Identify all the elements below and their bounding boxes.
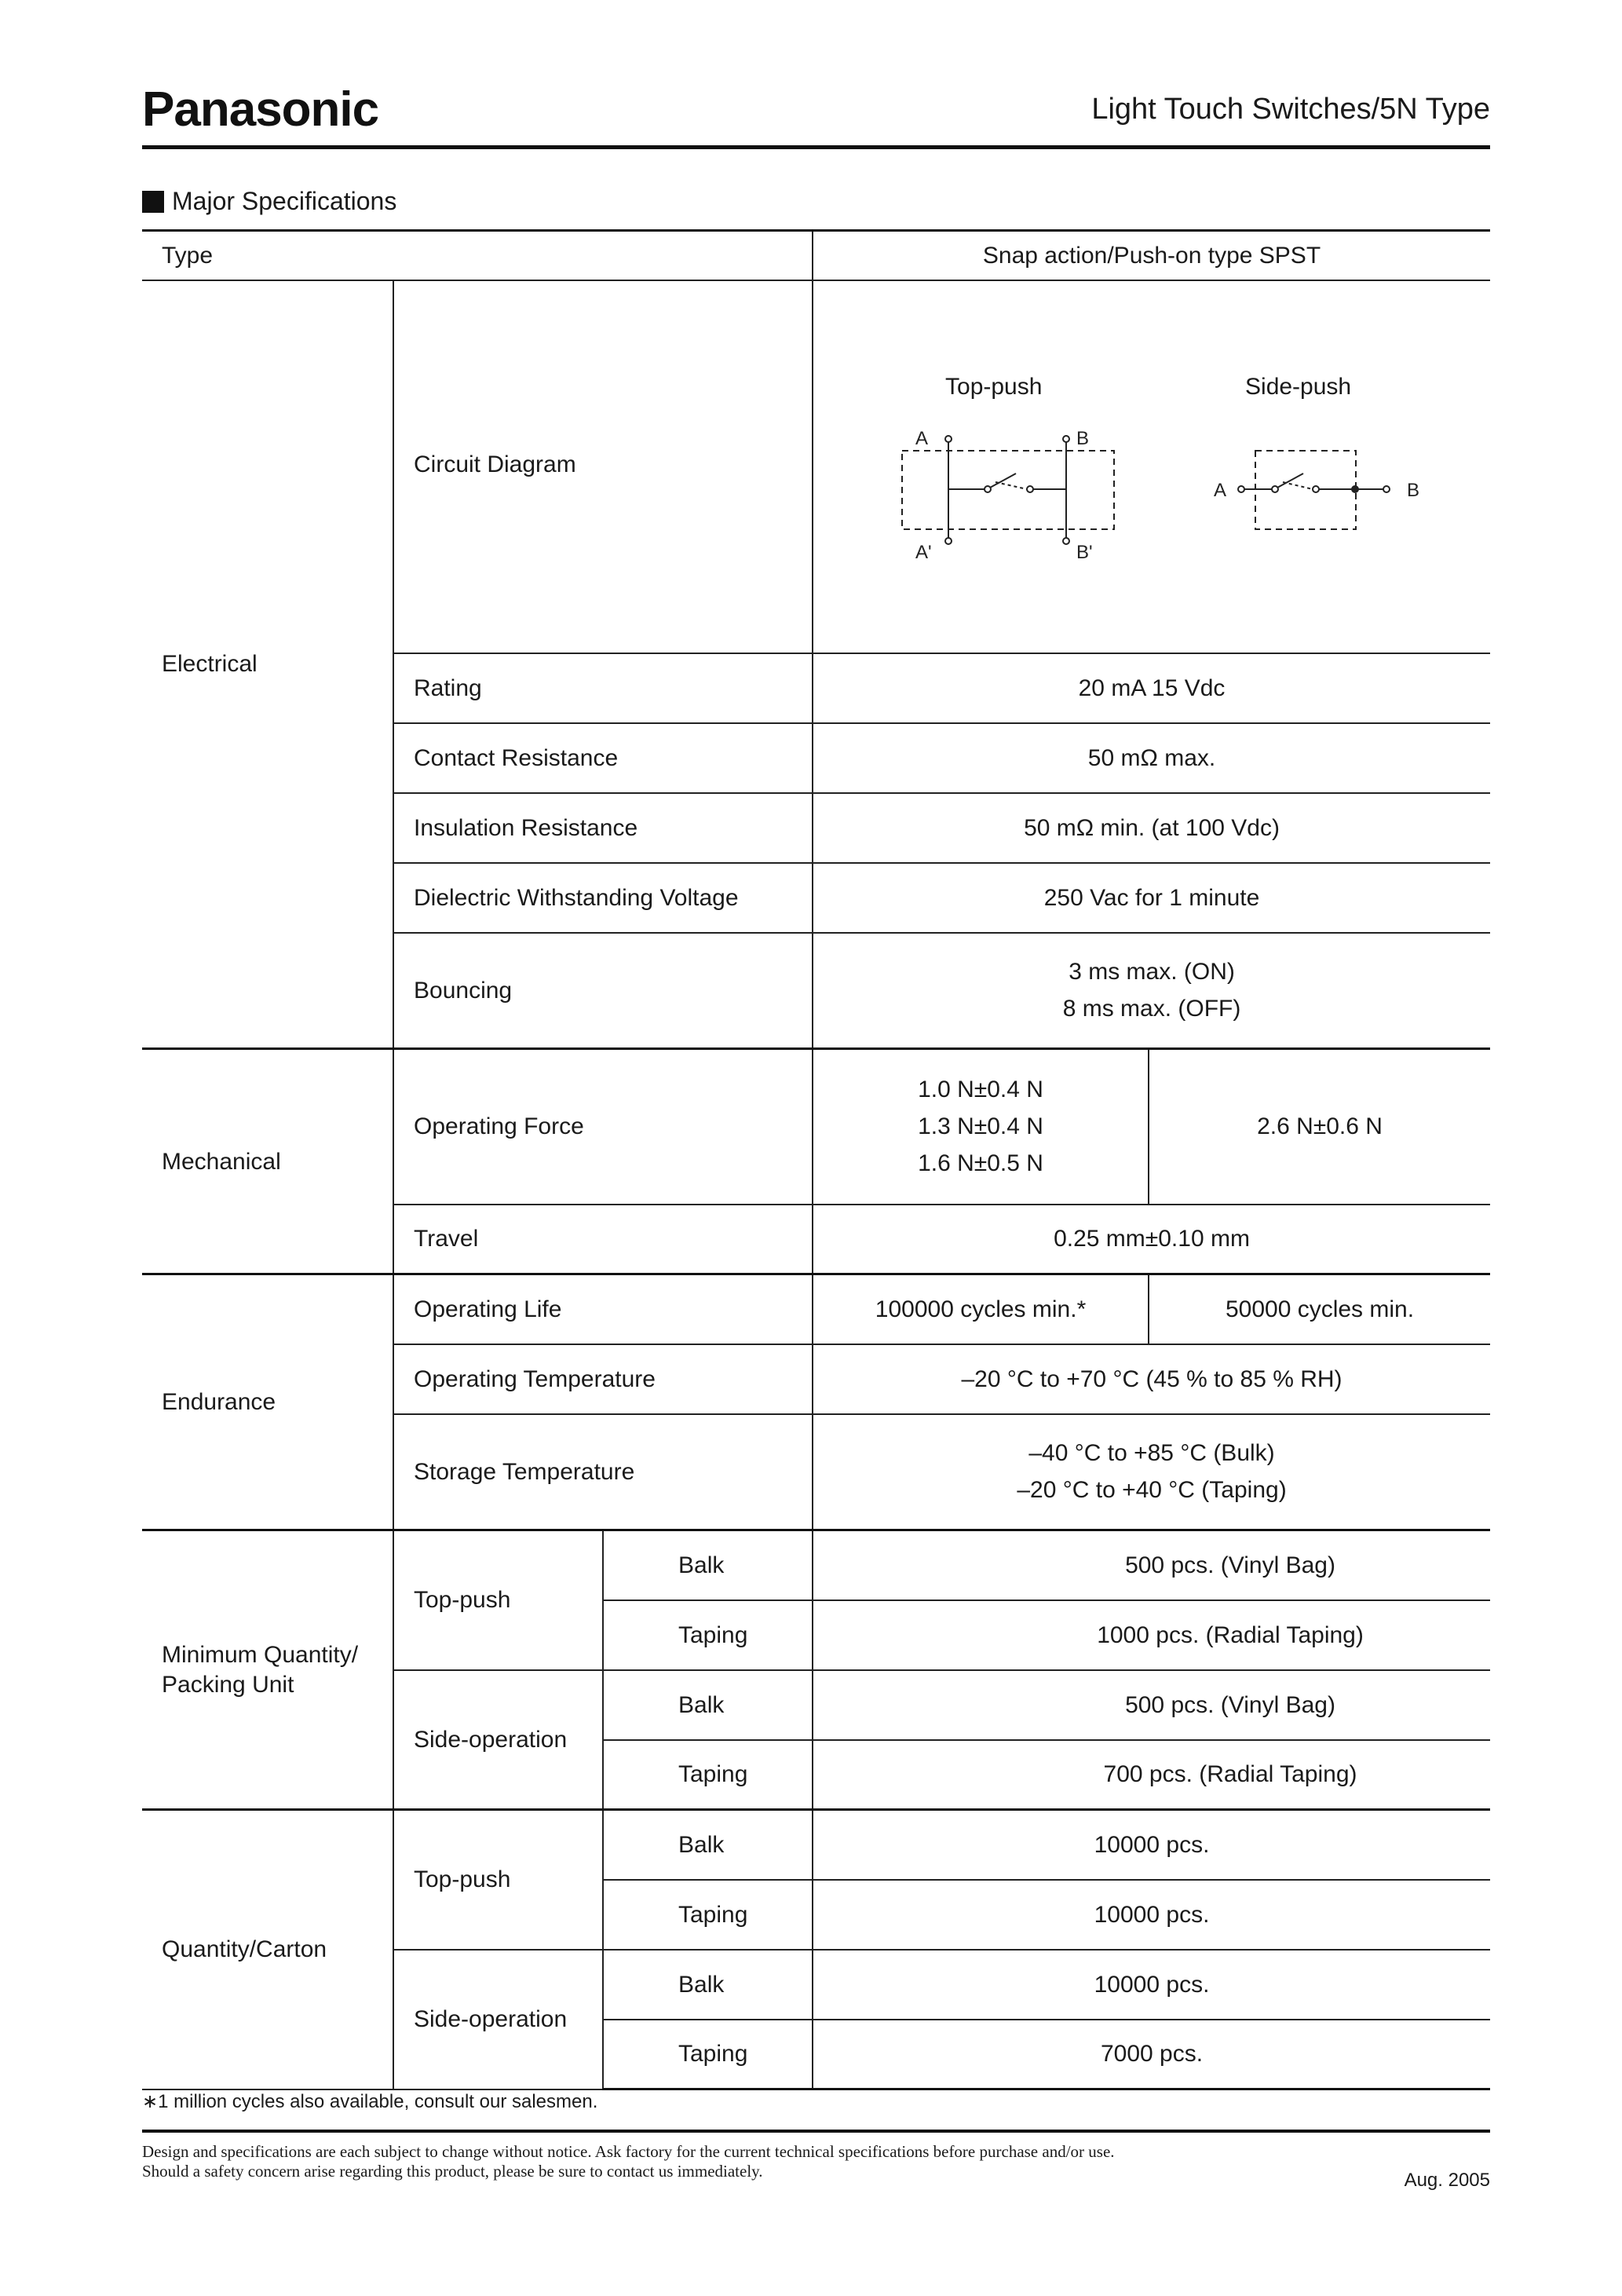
carton-side-operation-balk-value: 10000 pcs. — [813, 1950, 1490, 2020]
publication-date: Aug. 2005 — [1404, 2170, 1490, 2191]
terminal-b-prime-label: B' — [1076, 542, 1093, 563]
disclaimer-line-2: Should a safety concern arise regarding this product, please be sure to contact us immediately. — [142, 2162, 763, 2181]
minimum-quantity-label — [142, 1530, 393, 1810]
min-qty-top-push-balk-label: Balk — [603, 1530, 813, 1600]
dielectric-value: 250 Vac for 1 minute — [813, 863, 1490, 933]
side-terminal-b-dot — [1383, 486, 1390, 492]
operating-force-top-value — [813, 1049, 1149, 1205]
carton-top-push-balk-label: Balk — [603, 1810, 813, 1880]
carton-top-push-taping-label: Taping — [603, 1880, 813, 1950]
min-qty-side-operation-taping-value: 700 pcs. (Radial Taping) — [813, 1740, 1490, 1810]
side-terminal-a-label: A — [1214, 480, 1227, 501]
storage-temperature-taping: –20 °C to +40 °C (Taping) — [1017, 1477, 1287, 1504]
disclaimer-line-1: Design and specifications are each subject to change without notice. Ask factory for the current technical specifications before purchase and/or use. — [142, 2142, 1115, 2161]
top-push-title: Top-push — [945, 374, 1043, 400]
top-push-housing-outline — [902, 451, 1114, 529]
operating-temperature-value: –20 °C to +70 °C (45 % to 85 % RH) — [813, 1344, 1490, 1414]
bouncing-off: 8 ms max. (OFF) — [1062, 996, 1241, 1022]
operating-force-option-3: 1.6 N±0.5 N — [918, 1150, 1043, 1177]
operating-force-side-value: 2.6 N±0.6 N — [1149, 1049, 1490, 1205]
side-push-contact-left — [1272, 486, 1278, 492]
panasonic-logo: Panasonic — [142, 82, 379, 137]
contact-resistance-value: 50 mΩ max. — [813, 723, 1490, 793]
operating-life-side-value: 50000 cycles min. — [1149, 1274, 1490, 1344]
terminal-a-prime-dot — [945, 538, 952, 544]
travel-label: Travel — [393, 1205, 813, 1274]
top-push-contact-right — [1027, 486, 1033, 492]
min-qty-top-push-label: Top-push — [393, 1530, 603, 1670]
circuit-diagram-cell — [813, 280, 1490, 653]
storage-temperature-bulk: –40 °C to +85 °C (Bulk) — [1028, 1440, 1275, 1467]
table-row — [142, 1530, 1490, 1600]
min-qty-side-operation-taping-label: Taping — [603, 1740, 813, 1810]
minimum-quantity-label-line2: Packing Unit — [162, 1671, 294, 1698]
bouncing-label: Bouncing — [393, 933, 813, 1049]
insulation-resistance-label: Insulation Resistance — [393, 793, 813, 863]
side-push-switch-blade — [1277, 473, 1303, 488]
circuit-diagram — [813, 282, 1490, 651]
circuit-diagram-label: Circuit Diagram — [393, 280, 813, 653]
top-push-switch-blade — [990, 473, 1016, 488]
side-terminal-b-label: B — [1407, 480, 1420, 501]
operating-life-top-value: 100000 cycles min.* — [813, 1274, 1149, 1344]
electrical-label: Electrical — [142, 280, 393, 1049]
endurance-label: Endurance — [142, 1274, 393, 1530]
storage-temperature-value — [813, 1414, 1490, 1530]
side-push-title: Side-push — [1245, 374, 1352, 400]
section-heading — [142, 187, 396, 216]
section-heading-text: Major Specifications — [172, 187, 397, 215]
top-push-circuit — [902, 436, 1114, 544]
disclaimer — [142, 2142, 1320, 2181]
side-push-actuator — [1283, 482, 1313, 489]
table-row — [142, 1274, 1490, 1344]
terminal-b-dot — [1063, 436, 1069, 442]
minimum-quantity-label-line1: Minimum Quantity/ — [162, 1641, 359, 1668]
carton-top-push-taping-value: 10000 pcs. — [813, 1880, 1490, 1950]
carton-side-operation-taping-value: 7000 pcs. — [813, 2020, 1490, 2089]
table-row — [142, 231, 1490, 280]
table-row — [142, 1810, 1490, 1880]
footer-rule — [142, 2130, 1490, 2133]
bouncing-on: 3 ms max. (ON) — [1069, 959, 1235, 985]
carton-side-operation-taping-label: Taping — [603, 2020, 813, 2089]
table-row — [142, 1049, 1490, 1205]
spec-table — [142, 229, 1490, 2090]
min-qty-side-operation-balk-label: Balk — [603, 1670, 813, 1740]
square-bullet-icon — [142, 191, 164, 213]
operating-force-option-1: 1.0 N±0.4 N — [918, 1077, 1043, 1103]
min-qty-top-push-taping-value: 1000 pcs. (Radial Taping) — [813, 1600, 1490, 1670]
dielectric-label: Dielectric Withstanding Voltage — [393, 863, 813, 933]
operating-force-label: Operating Force — [393, 1049, 813, 1205]
terminal-a-prime-label: A' — [915, 542, 932, 563]
min-qty-side-operation-balk-value: 500 pcs. (Vinyl Bag) — [813, 1670, 1490, 1740]
side-push-circuit — [1238, 451, 1390, 529]
storage-temperature-label: Storage Temperature — [393, 1414, 813, 1530]
side-terminal-a-dot — [1238, 486, 1244, 492]
operating-life-label: Operating Life — [393, 1274, 813, 1344]
quantity-carton-label: Quantity/Carton — [142, 1810, 393, 2089]
terminal-b-label: B — [1076, 428, 1090, 449]
carton-side-operation-balk-label: Balk — [603, 1950, 813, 2020]
header-rule — [142, 145, 1490, 149]
table-row — [142, 280, 1490, 653]
operating-temperature-label: Operating Temperature — [393, 1344, 813, 1414]
type-label: Type — [142, 231, 813, 280]
carton-side-operation-label: Side-operation — [393, 1950, 603, 2089]
travel-value: 0.25 mm±0.10 mm — [813, 1205, 1490, 1274]
terminal-a-label: A — [915, 428, 929, 449]
min-qty-top-push-taping-label: Taping — [603, 1600, 813, 1670]
top-push-actuator — [995, 482, 1027, 489]
min-qty-top-push-balk-value: 500 pcs. (Vinyl Bag) — [813, 1530, 1490, 1600]
rating-label: Rating — [393, 653, 813, 723]
document-title: Light Touch Switches/5N Type — [1091, 93, 1490, 126]
type-value: Snap action/Push-on type SPST — [813, 231, 1490, 280]
insulation-resistance-value: 50 mΩ min. (at 100 Vdc) — [813, 793, 1490, 863]
side-push-junction — [1352, 486, 1358, 492]
carton-top-push-label: Top-push — [393, 1810, 603, 1950]
min-qty-side-operation-label: Side-operation — [393, 1670, 603, 1810]
circuit-diagram-graphic — [813, 282, 1491, 651]
terminal-b-prime-dot — [1063, 538, 1069, 544]
bouncing-value — [813, 933, 1490, 1049]
mechanical-label: Mechanical — [142, 1049, 393, 1274]
top-push-contact-left — [985, 486, 991, 492]
contact-resistance-label: Contact Resistance — [393, 723, 813, 793]
side-push-contact-right — [1313, 486, 1319, 492]
carton-top-push-balk-value: 10000 pcs. — [813, 1810, 1490, 1880]
terminal-a-dot — [945, 436, 952, 442]
footnote: ∗1 million cycles also available, consult our salesmen. — [142, 2091, 598, 2112]
rating-value: 20 mA 15 Vdc — [813, 653, 1490, 723]
operating-force-option-2: 1.3 N±0.4 N — [918, 1113, 1043, 1140]
